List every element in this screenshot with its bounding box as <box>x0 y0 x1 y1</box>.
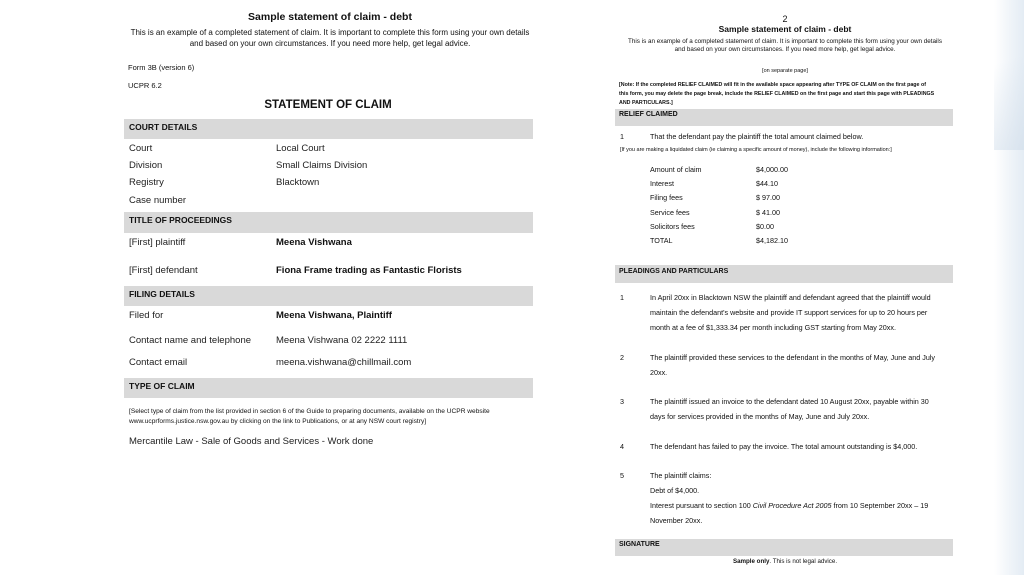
pleading-line: Debt of $4,000. <box>650 486 700 495</box>
amount-label: Interest <box>650 179 674 188</box>
statement-heading: STATEMENT OF CLAIM <box>264 99 392 111</box>
right-intro <box>600 38 970 54</box>
pleading-number: 2 <box>620 353 624 362</box>
pleading-line: maintain the defendant's website and provide IT support services for up to 20 hours per <box>650 308 928 317</box>
type-of-claim-value: Mercantile Law - Sale of Goods and Services - Work done <box>129 436 374 447</box>
pleading-line: November 20xx. <box>650 516 703 525</box>
page-number: 2 <box>782 14 788 24</box>
division-value: Small Claims Division <box>276 160 368 171</box>
pleading-line: 20xx. <box>650 368 668 377</box>
plaintiff-value: Meena Vishwana <box>276 237 352 248</box>
amount-value: $44.10 <box>756 179 778 188</box>
court-label: Court <box>129 143 153 154</box>
defendant-label: [First] defendant <box>129 265 198 276</box>
on-separate-page: [on separate page] <box>762 68 808 74</box>
registry-value: Blacktown <box>276 177 320 188</box>
contact-email-value: meena.vishwana@chillmail.com <box>276 357 412 368</box>
pleading-number: 5 <box>620 471 624 480</box>
relief-note-line-1: [Note: If the completed RELIEF CLAIMED will fit in the available space appearing after TYPE OF CLAIM on the first page of <box>619 82 926 88</box>
relief-note <box>619 81 934 108</box>
amount-value: $ 97.00 <box>756 193 780 202</box>
pleading-line: The plaintiff issued an invoice to the defendant dated 10 August 20xx, payable within 30 <box>650 397 929 406</box>
court-details-header: COURT DETAILS <box>124 119 533 139</box>
form-reference: Form 3B (version 6) <box>128 63 195 72</box>
pleading-line: days for services provided in the months of May, June and July 20xx. <box>650 412 870 421</box>
amount-value: $ 41.00 <box>756 208 780 217</box>
pleading-number: 3 <box>620 397 624 406</box>
right-edge-accent <box>994 0 1024 150</box>
relief-note-line-2: this form, you may delete the page break, include the RELIEF CLAIMED on the first page and start this page with PLEADINGS <box>619 91 935 97</box>
contact-name-value: Meena Vishwana 02 2222 1111 <box>276 335 408 346</box>
sample-only-rest: . This is not legal advice. <box>769 558 838 565</box>
filed-for-value: Meena Vishwana, Plaintiff <box>276 310 392 321</box>
type-of-claim-note-line-2: www.ucprforms.justice.nsw.gov.au by clicking on the link to Publications, or at any NSW court registry] <box>129 418 427 425</box>
liquidated-claim-note: [If you are making a liquidated claim (ie claiming a specific amount of money), include the following information:] <box>620 147 892 153</box>
pleading-number: 1 <box>620 293 624 302</box>
contact-email-label: Contact email <box>129 357 188 368</box>
relief-item-number: 1 <box>620 132 624 141</box>
right-intro-line-2: and based on your own circumstances. If you need more help, get legal advice. <box>674 46 896 53</box>
relief-item-text: That the defendant pay the plaintiff the total amount claimed below. <box>650 132 864 141</box>
relief-note-line-3: AND PARTICULARS.] <box>619 100 673 106</box>
amount-value: $4,000.00 <box>756 165 788 174</box>
amount-value: $0.00 <box>756 222 774 231</box>
type-of-claim-header: TYPE OF CLAIM <box>124 378 533 398</box>
left-intro <box>110 28 550 49</box>
pleading-line: In April 20xx in Blacktown NSW the plaintiff and defendant agreed that the plaintiff would <box>650 293 931 302</box>
rule-reference: UCPR 6.2 <box>128 81 162 90</box>
pleading-line: Interest pursuant to section 100 Civil Procedure Act 2005 from 10 September 20xx – 19 <box>650 501 929 510</box>
amount-total-label: TOTAL <box>650 236 673 245</box>
amount-label: Solicitors fees <box>650 222 695 231</box>
amount-label: Filing fees <box>650 193 683 202</box>
court-value: Local Court <box>276 143 325 154</box>
type-of-claim-note <box>129 407 490 427</box>
plaintiff-label: [First] plaintiff <box>129 237 186 248</box>
right-intro-line-1: This is an example of a completed statement of claim. It is important to complete this form using your own details <box>628 38 942 45</box>
amount-label: Amount of claim <box>650 165 702 174</box>
pleading-line: The plaintiff provided these services to the defendant in the months of May, June and July <box>650 353 936 362</box>
contact-name-label: Contact name and telephone <box>129 335 252 346</box>
filing-details-header: FILING DETAILS <box>124 286 533 306</box>
amount-label: Service fees <box>650 208 690 217</box>
pleading-line: The defendant has failed to pay the invoice. The total amount outstanding is $4,000. <box>650 442 918 451</box>
title-of-proceedings-header: TITLE OF PROCEEDINGS <box>124 212 533 233</box>
case-number-label: Case number <box>129 195 187 206</box>
right-page-title: Sample statement of claim - debt <box>718 24 852 34</box>
pleading-number: 4 <box>620 442 624 451</box>
pleadings-header: PLEADINGS AND PARTICULARS <box>615 265 953 283</box>
relief-claimed-header: RELIEF CLAIMED <box>615 109 953 126</box>
registry-label: Registry <box>129 177 164 188</box>
left-page-title: Sample statement of claim - debt <box>248 11 412 23</box>
division-label: Division <box>129 160 163 171</box>
type-of-claim-note-line-1: [Select type of claim from the list provided in section 6 of the Guide to preparing documents, available on the UCPR website <box>129 408 490 415</box>
pleading-line: The plaintiff claims: <box>650 471 712 480</box>
signature-header: SIGNATURE <box>615 539 953 556</box>
left-intro-line-1: This is an example of a completed statement of claim. It is important to complete this form using your own details <box>130 28 530 37</box>
pleading-line: month at a fee of $1,333.34 per month including GST starting from May 20xx. <box>650 323 896 332</box>
filed-for-label: Filed for <box>129 310 164 321</box>
sample-only-bold: Sample only <box>732 558 770 565</box>
defendant-value: Fiona Frame trading as Fantastic Florists <box>276 265 462 276</box>
amount-total-value: $4,182.10 <box>756 236 788 245</box>
left-intro-line-2: and based on your own circumstances. If you need more help, get legal advice. <box>189 38 471 48</box>
sample-only-footer <box>700 558 870 565</box>
